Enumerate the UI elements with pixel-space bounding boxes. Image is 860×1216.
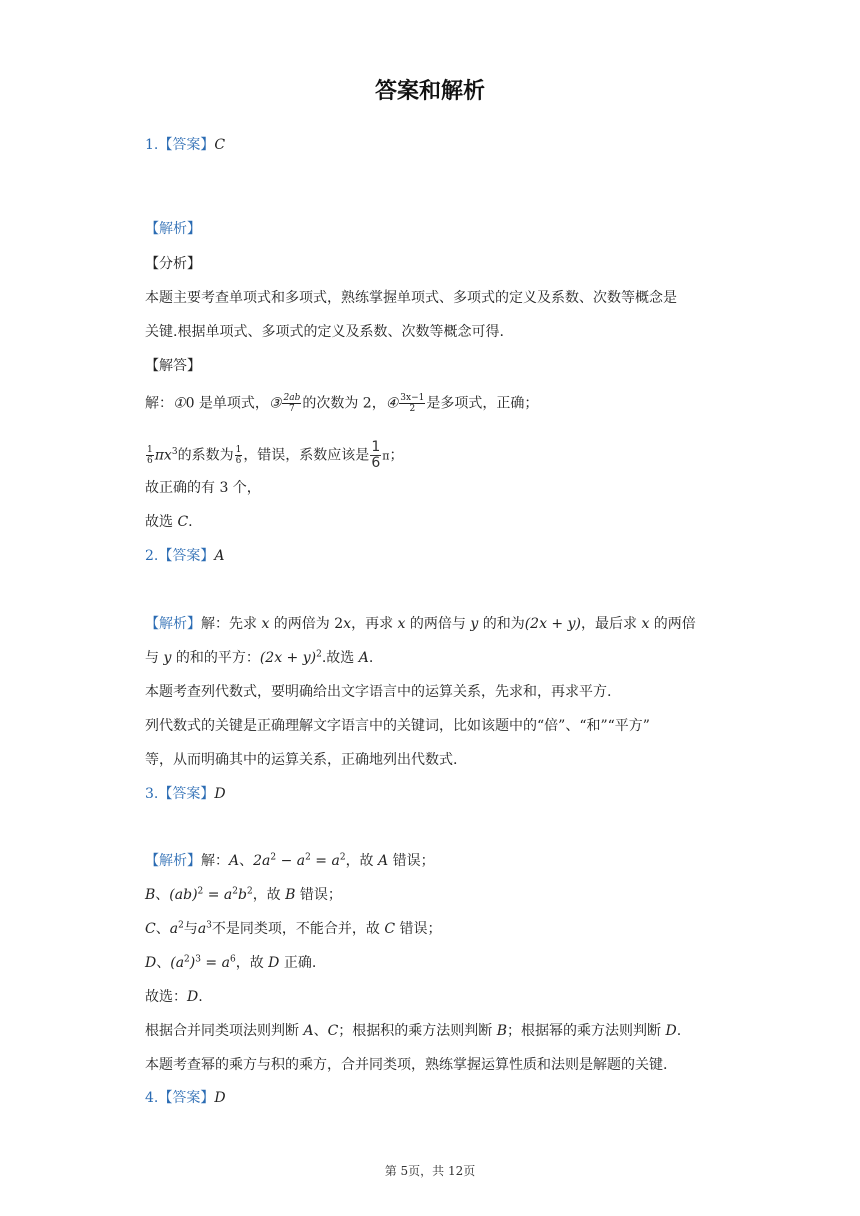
q2-line-5: 等，从而明确其中的运算关系，正确地列出代数式. xyxy=(145,752,458,768)
q2-line-1 xyxy=(145,614,696,634)
q2-line-4: 列代数式的关键是正确理解文字语言中的关键词，比如该题中的“倍”、“和”“平方” xyxy=(145,718,650,734)
circled-three: ③ xyxy=(268,395,282,412)
text: . xyxy=(188,514,193,530)
text: ，最后求 xyxy=(581,616,642,632)
math-expr: (2x + y) xyxy=(524,616,581,632)
text: 故选： xyxy=(145,989,187,1005)
math: a xyxy=(169,921,179,937)
option-letter: D xyxy=(187,989,199,1005)
denominator: 6 xyxy=(147,456,153,466)
q1-number: 1. xyxy=(145,137,159,153)
text: 错误； xyxy=(395,921,442,937)
q3-jiexi-tag: 【解析】 xyxy=(145,853,201,869)
text: 与 xyxy=(183,921,198,937)
q1-jieda-tag: 【解答】 xyxy=(145,358,201,374)
var-y: y xyxy=(163,650,172,666)
text: ，故 xyxy=(345,853,379,869)
var-x: x xyxy=(261,616,270,632)
choice-letter: C xyxy=(177,514,189,530)
q4-number: 4. xyxy=(145,1090,159,1106)
math: = a xyxy=(200,955,230,971)
text: 、 xyxy=(155,887,170,903)
text: 与 xyxy=(145,650,164,666)
option-letter: D xyxy=(268,955,280,971)
text: 根据合并同类项法则判断 xyxy=(145,1023,304,1039)
text: . xyxy=(676,1023,682,1039)
text: 是多项式，正确； xyxy=(426,395,539,412)
exponent: 2 xyxy=(197,886,204,897)
q2-number: 2. xyxy=(145,548,159,564)
text: . xyxy=(368,650,374,666)
text: ；根据幂的乘方法则判断 xyxy=(507,1023,666,1039)
option-letter: A xyxy=(378,853,389,869)
numerator: 2ab xyxy=(283,393,301,403)
q3-line-5 xyxy=(145,987,203,1007)
q2-answer-tag: 【答案】 xyxy=(158,548,215,564)
option-letter: A xyxy=(303,1023,314,1039)
text: 解： xyxy=(201,853,229,869)
text: ； xyxy=(389,447,404,464)
q3-line-7: 本题考查幂的乘方与积的乘方，合并同类项，熟练掌握运算性质和法则是解题的关键. xyxy=(145,1057,668,1073)
option-letter: B xyxy=(145,887,156,903)
option-letter: B xyxy=(496,1023,508,1039)
text: 0 是单项式， xyxy=(185,395,269,412)
q3-answer-tag: 【答案】 xyxy=(158,786,215,802)
exponent: 3 xyxy=(206,920,212,931)
math-expr: (2x + y) xyxy=(259,650,317,666)
exponent: 2 xyxy=(184,954,190,965)
text: 的两倍为 2 xyxy=(269,616,344,632)
q3-line-6 xyxy=(145,1021,681,1041)
q1-count: 故正确的有 3 个， xyxy=(145,480,261,496)
text: 的系数为 xyxy=(177,447,234,464)
q1-solution-line-2 xyxy=(145,440,403,471)
option-letter: A xyxy=(229,853,240,869)
math: = a xyxy=(310,853,340,869)
math: a xyxy=(197,921,207,937)
text: 正确. xyxy=(279,955,317,971)
text: ，故 xyxy=(252,887,286,903)
text: . xyxy=(198,989,203,1005)
math: − a xyxy=(276,853,306,869)
math: (ab) xyxy=(169,887,198,903)
exponent: 3 xyxy=(195,954,201,965)
q1-analysis-2: 关键.根据单项式、多项式的定义及系数、次数等概念可得. xyxy=(145,324,504,340)
q2-jiexi-tag: 【解析】 xyxy=(145,616,201,632)
circled-four: ④ xyxy=(385,395,399,412)
q4-answer-tag: 【答案】 xyxy=(158,1090,215,1106)
q4-answer: D xyxy=(214,1090,226,1106)
text: ；根据积的乘方法则判断 xyxy=(338,1023,497,1039)
exponent: 3 xyxy=(171,446,178,457)
exponent: 2 xyxy=(339,852,346,863)
numerator: 3x−1 xyxy=(400,393,425,403)
q3-line-2 xyxy=(145,885,342,905)
var-x: x xyxy=(397,616,406,632)
var-x: x xyxy=(641,616,650,632)
text: 故选 xyxy=(145,514,178,530)
text: 解：先求 xyxy=(201,616,262,632)
math: (a xyxy=(170,955,185,971)
text: 的两倍 xyxy=(649,616,696,632)
var-x: x xyxy=(343,616,352,632)
exponent: 2 xyxy=(270,852,277,863)
denominator: 2 xyxy=(409,404,416,414)
math: 2a xyxy=(253,853,271,869)
text: 、 xyxy=(239,853,254,869)
option-letter: D xyxy=(665,1023,677,1039)
q1-answer-line xyxy=(145,135,225,155)
text: 不是同类项，不能合并，故 xyxy=(211,921,385,937)
text: 的和为 xyxy=(478,616,525,632)
q3-line-4 xyxy=(145,953,316,973)
text: 、 xyxy=(313,1023,328,1039)
text: ，再求 xyxy=(351,616,398,632)
option-letter: C xyxy=(384,921,396,937)
math-pi-x: πx xyxy=(154,447,172,464)
q3-line-3 xyxy=(145,919,442,939)
exponent: 2 xyxy=(305,852,311,863)
fraction-2ab-over-7 xyxy=(282,393,301,414)
denominator: 6 xyxy=(371,455,381,471)
numerator: 1 xyxy=(235,445,242,455)
choice-letter: A xyxy=(358,650,369,666)
text: 错误； xyxy=(388,853,435,869)
q2-line-3: 本题考查列代数式，要明确给出文字语言中的运算关系，先求和，再求平方. xyxy=(145,684,612,700)
pi-symbol: π xyxy=(382,449,390,463)
denominator: 6 xyxy=(235,456,242,466)
q3-answer-line xyxy=(145,784,226,804)
option-letter: D xyxy=(145,955,157,971)
text: .故选 xyxy=(321,650,359,666)
q1-analysis-1: 本题主要考查单项式和多项式，熟练掌握单项式、多项式的定义及系数、次数等概念是 xyxy=(145,290,677,306)
option-letter: C xyxy=(327,1023,339,1039)
numerator: 1 xyxy=(147,445,153,455)
math: = a xyxy=(203,887,233,903)
q1-solution-line-1 xyxy=(145,393,538,414)
q2-answer-line xyxy=(145,546,224,566)
math: b xyxy=(237,887,247,903)
option-letter: B xyxy=(285,887,296,903)
text: 的次数为 2， xyxy=(302,395,386,412)
fraction-3x-1-over-2 xyxy=(399,393,425,414)
page-title: 答案和解析 xyxy=(374,79,485,104)
q1-answer-tag: 【答案】 xyxy=(158,137,215,153)
math: ) xyxy=(189,955,196,971)
denominator: 7 xyxy=(289,404,295,414)
circled-one: ① xyxy=(173,395,186,412)
text: ，故 xyxy=(235,955,269,971)
exponent: 6 xyxy=(229,954,236,965)
q1-fenxi-tag: 【分析】 xyxy=(145,256,201,272)
q1-choose xyxy=(145,512,193,532)
exponent: 2 xyxy=(316,649,322,660)
var-y: y xyxy=(470,616,479,632)
q1-jiexi-tag: 【解析】 xyxy=(145,221,201,237)
fraction-1-over-6 xyxy=(146,445,154,466)
q4-answer-line xyxy=(145,1088,226,1108)
exponent: 2 xyxy=(232,886,238,897)
q2-answer: A xyxy=(214,548,225,564)
text: 的和的平方： xyxy=(171,650,260,666)
q3-answer: D xyxy=(214,786,226,802)
option-letter: C xyxy=(145,921,156,937)
text: 、 xyxy=(155,921,170,937)
q3-line-1 xyxy=(145,851,435,871)
text: 解： xyxy=(145,395,173,412)
page-footer: 第 5页，共 12页 xyxy=(384,1164,476,1178)
fraction-1-over-6-large xyxy=(370,440,381,471)
text: 错误； xyxy=(295,887,342,903)
q3-number: 3. xyxy=(145,786,159,802)
numerator: 1 xyxy=(371,439,381,455)
text: ，错误，系数应该是 xyxy=(243,447,370,464)
exponent: 2 xyxy=(178,920,184,931)
q2-line-2 xyxy=(145,648,373,668)
fraction-1-over-6 xyxy=(235,445,243,466)
q1-answer: C xyxy=(214,137,226,153)
exponent: 2 xyxy=(246,886,253,897)
text: 、 xyxy=(156,955,171,971)
text: 的两倍与 xyxy=(405,616,471,632)
